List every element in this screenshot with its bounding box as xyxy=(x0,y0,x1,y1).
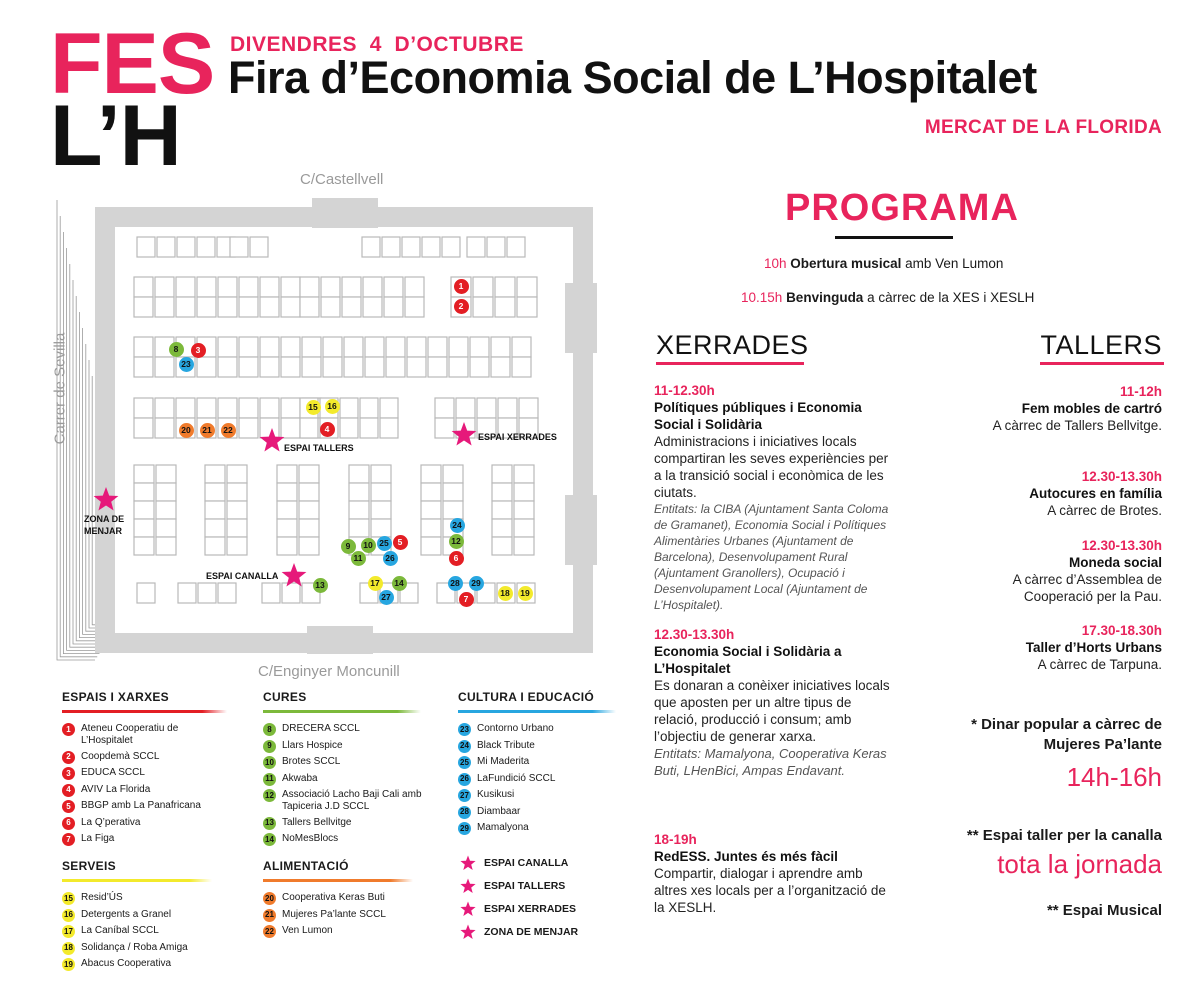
map-marker: 8 xyxy=(169,342,184,357)
legend-number-badge: 24 xyxy=(458,740,471,753)
legend-label: Contorno Urbano xyxy=(477,723,554,734)
legend-number-badge: 15 xyxy=(62,892,75,905)
legend-label: Akwaba xyxy=(282,772,318,784)
map-marker: 13 xyxy=(313,578,328,593)
programa-underline xyxy=(835,236,953,239)
legend-label: Mi Maderita xyxy=(477,756,530,767)
taller-3 xyxy=(962,538,1162,605)
legend-item xyxy=(458,723,628,736)
map-marker: 24 xyxy=(450,518,465,533)
map-star-icon xyxy=(282,563,307,587)
legend-heading: CURES xyxy=(263,690,307,704)
legend-star-item xyxy=(460,878,578,894)
legend-star-item xyxy=(460,901,578,917)
street-left: Carrer de Sevilla xyxy=(51,332,69,445)
taller-title: Moneda social xyxy=(1068,555,1162,570)
xerrada-entitats: Entitats: la CIBA (Ajuntament Santa Coloma de Gramanet), Economia Social i Polítiques Alimentàries Urbanes (Ajuntament de Barcelona), Desenvolupament Rural (Ajuntament Granollers), Ocupació i Desenvolupament Local (Ajuntament de L’Hospitalet). xyxy=(654,502,889,612)
map-marker: 6 xyxy=(449,551,464,566)
star-icon xyxy=(460,878,476,894)
legend-number-badge: 4 xyxy=(62,784,75,797)
legend-star-item xyxy=(460,924,578,940)
legend-label: Ateneu Cooperatiu de L’Hospitalet xyxy=(81,723,179,746)
legend-item xyxy=(263,817,433,830)
legend-label: BBGP amb La Panafricana xyxy=(81,800,201,811)
xerrada-body: Administracions i iniciatives locals compartiran les seves experiències per a la transició social i econòmica de les ciutats. xyxy=(654,434,889,500)
legend-label: Mamalyona xyxy=(477,822,529,833)
legend-label: La Q’perativa xyxy=(81,816,141,828)
legend-label: La Caníbal SCCL xyxy=(81,925,159,936)
espai-canalla-note: ** Espai taller per la canalla xyxy=(966,827,1162,844)
taller-time: 11-12h xyxy=(1119,384,1162,399)
map-marker: 28 xyxy=(448,576,463,591)
legend-label: Brotes SCCL xyxy=(282,756,341,767)
street-bottom: C/Enginyer Moncunill xyxy=(258,663,400,680)
legend-number-badge: 18 xyxy=(62,942,75,955)
legend-item xyxy=(62,817,232,830)
espai-musical-note: ** Espai Musical xyxy=(1046,902,1162,919)
time: 10.15h xyxy=(741,290,783,305)
xerrada-body: Compartir, dialogar i aprendre amb altres xes locals per a l’organització de la XESLH. xyxy=(654,866,886,915)
legend-star-item xyxy=(460,855,578,871)
programa-title: PROGRAMA xyxy=(785,187,1019,229)
legend-underline xyxy=(62,879,212,882)
legend-item xyxy=(62,925,232,938)
xerrada-3 xyxy=(654,832,894,916)
map-star-icon xyxy=(94,487,119,511)
legend-number-badge: 13 xyxy=(263,817,276,830)
legend-label: EDUCA SCCL xyxy=(81,767,145,778)
legend-number-badge: 27 xyxy=(458,789,471,802)
map-marker: 7 xyxy=(459,592,474,607)
legend-number-badge: 10 xyxy=(263,756,276,769)
xerrada-title: RedESS. Juntes és més fàcil xyxy=(654,849,838,864)
xerrada-2 xyxy=(654,627,894,779)
legend-item xyxy=(263,723,433,736)
legend-item xyxy=(458,806,628,819)
legend-item xyxy=(62,909,232,922)
legend-number-badge: 19 xyxy=(62,958,75,971)
legend-number-badge: 5 xyxy=(62,800,75,813)
rest: amb Ven Lumon xyxy=(901,256,1004,271)
legend-item xyxy=(458,789,628,802)
map-marker: 26 xyxy=(383,551,398,566)
legend-item xyxy=(62,767,232,780)
map-marker: 19 xyxy=(518,586,533,601)
taller-body: A càrrec d’Assemblea de Cooperació per la Pau. xyxy=(1012,572,1162,604)
legend-label: Tallers Bellvitge xyxy=(282,816,352,828)
map-marker: 16 xyxy=(325,399,340,414)
legend-label: Solidança / Roba Amiga xyxy=(81,941,188,953)
zone-label-menjar-1: ZONA DE xyxy=(84,514,125,524)
street-top: C/Castellvell xyxy=(300,171,384,188)
canalla-time: tota la jornada xyxy=(997,849,1162,879)
map-marker: 29 xyxy=(469,576,484,591)
legend-underline xyxy=(458,710,616,713)
legend-number-badge: 8 xyxy=(263,723,276,736)
map-marker: 18 xyxy=(498,586,513,601)
legend-cures xyxy=(263,690,433,850)
taller-title: Taller d’Horts Urbans xyxy=(1025,640,1162,655)
xerrades-underline xyxy=(656,362,804,365)
legend-item xyxy=(62,942,232,955)
zone-label-canalla: ESPAI CANALLA xyxy=(206,571,279,581)
map-marker: 27 xyxy=(379,590,394,605)
legend-item xyxy=(62,723,232,747)
legend-number-badge: 16 xyxy=(62,909,75,922)
legend-label: Llars Hospice xyxy=(282,739,343,751)
legend-item xyxy=(458,756,628,769)
legend-item xyxy=(263,773,433,786)
map-marker: 15 xyxy=(306,400,321,415)
map-marker: 5 xyxy=(393,535,408,550)
star-icon xyxy=(460,855,476,871)
legend-label: Diambaar xyxy=(477,805,521,817)
legend-item xyxy=(62,784,232,797)
legend-item xyxy=(263,909,433,922)
legend-item xyxy=(263,789,433,813)
legend-item xyxy=(263,833,433,846)
map-marker: 25 xyxy=(377,536,392,551)
taller-2 xyxy=(922,469,1162,519)
legend-underline xyxy=(263,710,421,713)
taller-1 xyxy=(922,384,1162,434)
legend-number-badge: 2 xyxy=(62,751,75,764)
xerrada-time: 18-19h xyxy=(654,832,697,847)
dinar-time: 14h-16h xyxy=(1066,762,1162,792)
legend-label: AVIV La Florida xyxy=(81,783,151,795)
map-marker: 10 xyxy=(361,538,376,553)
legend-label: Ven Lumon xyxy=(282,925,333,936)
legend-label: Cooperativa Keras Buti xyxy=(282,892,385,903)
xerrada-1 xyxy=(654,383,894,613)
map-stars xyxy=(0,0,620,680)
taller-4 xyxy=(922,623,1162,673)
legend-number-badge: 17 xyxy=(62,925,75,938)
taller-time: 12.30-13.30h xyxy=(1081,538,1162,553)
xerrada-title: Economia Social i Solidària a L’Hospitalet xyxy=(654,644,842,676)
zone-label-xerrades: ESPAI XERRADES xyxy=(478,432,557,442)
legend-heading: ALIMENTACIÓ xyxy=(263,859,349,873)
legend-number-badge: 7 xyxy=(62,833,75,846)
legend-item xyxy=(62,892,232,905)
legend-stars xyxy=(460,855,578,947)
taller-title: Fem mobles de cartró xyxy=(1021,401,1162,416)
xerrada-title: Polítiques públiques i Economia Social i Solidària xyxy=(654,400,862,432)
legend-label: Coopdemà SCCL xyxy=(81,750,160,762)
star-icon xyxy=(460,901,476,917)
map-marker: 1 xyxy=(454,279,469,294)
legend-item xyxy=(62,751,232,764)
tallers-underline xyxy=(1040,362,1164,365)
event-date: DIVENDRES 4 D’OCTUBRE xyxy=(230,33,524,56)
legend-label: Kusikusi xyxy=(477,789,515,800)
map-marker: 9 xyxy=(341,539,356,554)
xerrada-entitats: Entitats: Mamalyona, Cooperativa Keras Buti, LHenBici, Ampas Endavant. xyxy=(654,746,887,778)
legend-number-badge: 3 xyxy=(62,767,75,780)
map-marker: 21 xyxy=(200,423,215,438)
legend-number-badge: 14 xyxy=(263,833,276,846)
legend-item xyxy=(263,756,433,769)
legend-label: DRECERA SCCL xyxy=(282,723,360,734)
legend-item xyxy=(62,800,232,813)
legend-number-badge: 12 xyxy=(263,789,276,802)
map-marker: 22 xyxy=(221,423,236,438)
legend-number-badge: 21 xyxy=(263,909,276,922)
tallers-heading: TALLERS xyxy=(1040,330,1162,360)
legend-label: NoMesBlocs xyxy=(282,833,339,844)
dinar-popular: * Dinar popular a càrrec de Mujeres Pa’lante xyxy=(971,716,1162,753)
map-star-icon xyxy=(452,422,477,446)
legend-heading: CULTURA I EDUCACIÓ xyxy=(458,690,595,704)
legend-item xyxy=(458,740,628,753)
legend-number-badge: 1 xyxy=(62,723,75,736)
legend-serveis xyxy=(62,859,232,975)
legend-label: Mujeres Pa’lante SCCL xyxy=(282,908,386,920)
legend-label: Black Tribute xyxy=(477,739,535,751)
xerrada-time: 11-12.30h xyxy=(654,383,715,398)
zone-label-tallers: ESPAI TALLERS xyxy=(284,443,354,453)
legend-star-label: ESPAI CANALLA xyxy=(484,857,569,869)
legend-label: La Figa xyxy=(81,833,115,844)
legend-cultura xyxy=(458,690,628,839)
legend-item xyxy=(62,833,232,846)
legend-star-label: ZONA DE MENJAR xyxy=(484,926,579,938)
rest: a càrrec de la XES i XESLH xyxy=(863,290,1035,305)
legend-number-badge: 29 xyxy=(458,822,471,835)
taller-time: 17.30-18.30h xyxy=(1081,623,1162,638)
legend-label: Detergents a Granel xyxy=(81,908,172,920)
map-marker: 2 xyxy=(454,299,469,314)
legend-label: Associació Lacho Baji Cali amb Tapiceria J.D SCCL xyxy=(282,789,422,812)
bold: Benvinguda xyxy=(786,290,864,305)
legend-number-badge: 6 xyxy=(62,817,75,830)
time: 10h xyxy=(764,256,787,271)
programa-line-benvinguda xyxy=(741,290,1034,305)
legend-number-badge: 11 xyxy=(263,773,276,786)
map-marker: 17 xyxy=(368,576,383,591)
map-marker: 20 xyxy=(179,423,194,438)
legend-underline xyxy=(62,710,227,713)
xerrades-heading: XERRADES xyxy=(656,330,809,360)
legend-item xyxy=(263,925,433,938)
legend-number-badge: 28 xyxy=(458,806,471,819)
star-icon xyxy=(460,924,476,940)
legend-star-label: ESPAI XERRADES xyxy=(484,903,576,915)
xerrada-time: 12.30-13.30h xyxy=(654,627,735,642)
legend-star-label: ESPAI TALLERS xyxy=(484,880,566,892)
map-star-icon xyxy=(260,428,285,452)
xerrada-body: Es donaran a conèixer iniciatives locals que aposten per un altre tipus de relació, producció i consum; amb l’objectiu de generar xarxa. xyxy=(654,678,890,744)
bold: Obertura musical xyxy=(790,256,902,271)
programa-line-obertura xyxy=(764,256,1003,271)
legend-item xyxy=(263,892,433,905)
legend-alimentacio xyxy=(263,859,433,942)
legend-underline xyxy=(263,879,413,882)
legend-item xyxy=(62,958,232,971)
taller-body: A càrrec de Tarpuna. xyxy=(1037,657,1162,672)
legend-label: Abacus Cooperativa xyxy=(81,958,172,969)
map-marker: 12 xyxy=(449,534,464,549)
legend-item xyxy=(458,822,628,835)
taller-body: A càrrec de Tallers Bellvitge. xyxy=(992,418,1162,433)
map-marker: 11 xyxy=(351,551,366,566)
legend-heading: ESPAIS I XARXES xyxy=(62,690,169,704)
taller-title: Autocures en família xyxy=(1029,486,1162,501)
legend-number-badge: 20 xyxy=(263,892,276,905)
taller-time: 12.30-13.30h xyxy=(1081,469,1162,484)
logo-line-2: L’H xyxy=(50,88,181,184)
taller-body: A càrrec de Brotes. xyxy=(1047,503,1162,518)
legend-heading: SERVEIS xyxy=(62,859,116,873)
logo-line-1: FES xyxy=(50,16,215,112)
legend-label: Resid’ÚS xyxy=(81,892,123,903)
map-marker: 14 xyxy=(392,576,407,591)
map-marker: 23 xyxy=(179,357,194,372)
map-marker: 3 xyxy=(191,343,206,358)
legend-item xyxy=(458,773,628,786)
legend-number-badge: 22 xyxy=(263,925,276,938)
event-title: Fira d’Economia Social de L’Hospitalet xyxy=(228,52,1037,103)
legend-number-badge: 9 xyxy=(263,740,276,753)
legend-label: LaFundició SCCL xyxy=(477,772,556,784)
legend-number-badge: 26 xyxy=(458,773,471,786)
map-marker: 4 xyxy=(320,422,335,437)
event-venue: MERCAT DE LA FLORIDA xyxy=(924,117,1162,138)
legend-item xyxy=(263,740,433,753)
zone-label-menjar-2: MENJAR xyxy=(84,526,123,536)
legend-number-badge: 25 xyxy=(458,756,471,769)
legend-espais xyxy=(62,690,232,850)
legend-number-badge: 23 xyxy=(458,723,471,736)
